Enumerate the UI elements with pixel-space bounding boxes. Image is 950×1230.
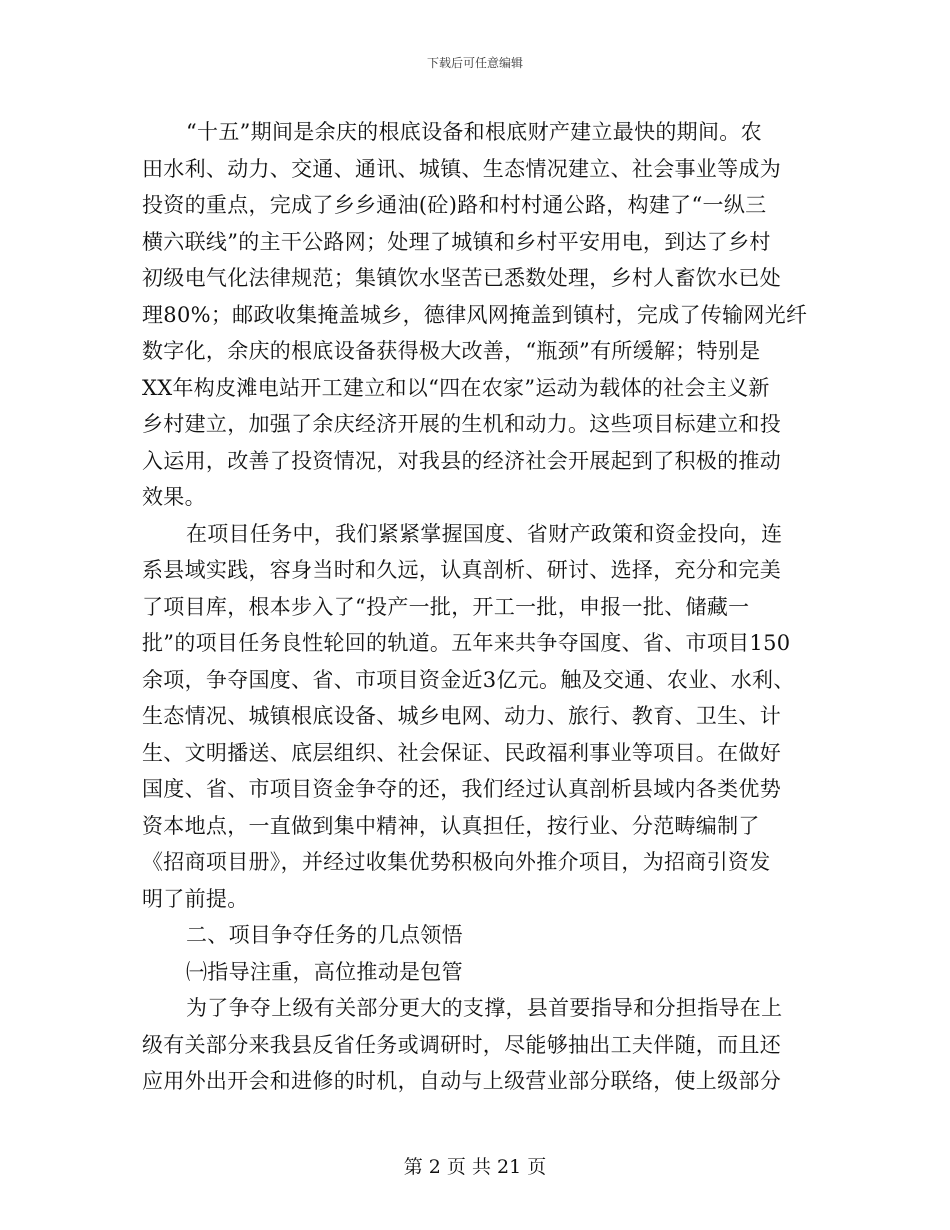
text-line: 应用外出开会和进修的时机，自动与上级营业部分联络，使上级部分 (142, 1069, 781, 1093)
section-heading: 二、项目争夺任务的几点领悟 (186, 923, 463, 947)
document-body (142, 114, 812, 1100)
text-line: 生、文明播送、底层组织、社会保证、民政福利事业等项目。在做好 (142, 740, 781, 765)
text-line: 乡村建立，加强了余庆经济开展的生机和动力。这些项目标建立和投 (142, 412, 781, 436)
text-line: 效果。 (142, 485, 206, 509)
page-number-footer: 第 2 页 共 21 页 (403, 1156, 547, 1178)
text-line: 投资的重点，完成了乡乡通油(砼)路和村村通公路，构建了“一纵三 (142, 193, 767, 217)
text-line: 田水利、动力、交通、通讯、城镇、生态情况建立、社会事业等成为 (142, 156, 781, 181)
text-line: 横六联线”的主干公路网；处理了城镇和乡村平安用电，到达了乡村 (142, 229, 771, 254)
text-line: 国度、省、市项目资金争夺的还，我们经过认真剖析县域内各类优势 (142, 777, 781, 801)
text-line: 系县域实践，容身当时和久远，认真剖析、研讨、选择，充分和完美 (142, 558, 781, 582)
page-header: 下载后可任意编辑 (426, 56, 523, 70)
text-line: 生态情况、城镇根底设备、城乡电网、动力、旅行、教育、卫生、计 (142, 704, 781, 728)
text-line: 初级电气化法律规范；集镇饮水坚苦已悉数处理，乡村人畜饮水已处 (142, 266, 781, 290)
text-line: 《招商项目册》，并经过收集优势积极向外推介项目，为招商引资发 (142, 850, 771, 874)
text-line: “十五”期间是余庆的根底设备和根底财产建立最快的期间。农 (186, 120, 762, 144)
text-line: 为了争夺上级有关部分更大的支撑，县首要指导和分担指导在上 (186, 996, 783, 1020)
text-line: XX年构皮滩电站开工建立和以“四在农家”运动为载体的社会主义新 (142, 375, 770, 400)
text-line: 入运用，改善了投资情况，对我县的经济社会开展起到了积极的推动 (142, 448, 781, 473)
text-line: 级有关部分来我县反省任务或调研时，尽能够抽出工夫伴随，而且还 (142, 1032, 781, 1057)
text-line: 明了前提。 (142, 886, 249, 911)
text-line: 在项目任务中，我们紧紧掌握国度、省财产政策和资金投向，连 (186, 521, 783, 546)
text-line: 批”的项目任务良性轮回的轨道。五年来共争夺国度、省、市项目150 (142, 631, 791, 655)
text-line: 资本地点，一直做到集中精神，认真担任，按行业、分范畴编制了 (142, 813, 760, 838)
subsection-heading: ㈠指导注重，高位推动是包管 (186, 959, 463, 984)
text-line: 余项，争夺国度、省、市项目资金近3亿元。触及交通、农业、水利、 (142, 667, 795, 692)
text-line: 了项目库，根本步入了“投产一批，开工一批，申报一批、储藏一 (142, 594, 750, 619)
text-line: 理80%；邮政收集掩盖城乡，德律风网掩盖到镇村，完成了传输网光纤 (142, 302, 808, 327)
text-line: 数字化，余庆的根底设备获得极大改善，“瓶颈”有所缓解；特别是 (142, 339, 761, 363)
